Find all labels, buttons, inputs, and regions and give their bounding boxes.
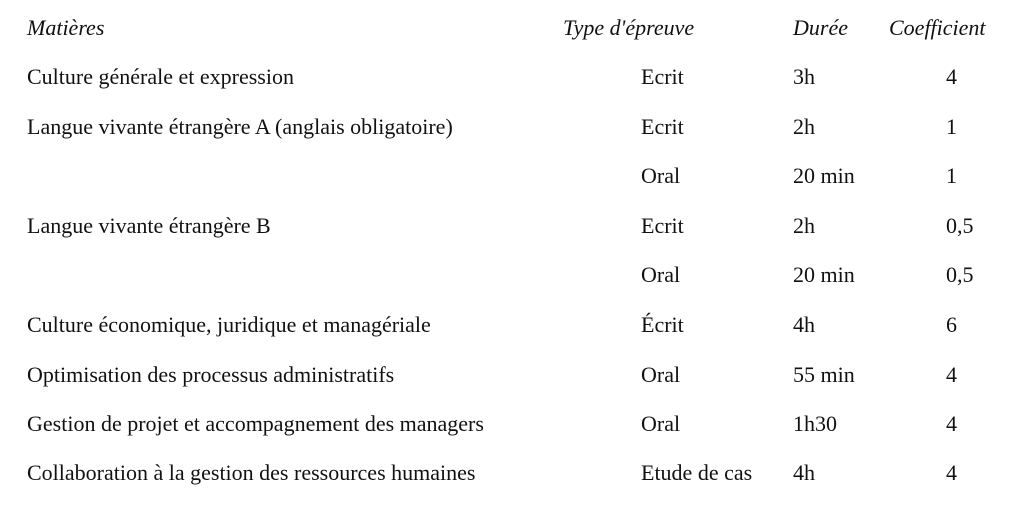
table-row bbox=[0, 211, 1022, 241]
type-cell: Etude de cas bbox=[641, 460, 753, 485]
subject-cell: Gestion de projet et accompagnement des managers bbox=[27, 411, 484, 436]
duration-cell: 2h bbox=[793, 213, 815, 238]
duration-cell: 20 min bbox=[793, 262, 855, 287]
type-cell: Oral bbox=[641, 163, 681, 188]
table-row bbox=[0, 112, 1022, 142]
subject-cell: Langue vivante étrangère B bbox=[27, 213, 271, 238]
coefficient-cell: 4 bbox=[946, 64, 957, 89]
table-header-row bbox=[0, 13, 1022, 43]
subject-cell: Langue vivante étrangère A (anglais obligatoire) bbox=[27, 114, 453, 139]
type-cell: Oral bbox=[641, 262, 681, 287]
coefficient-cell: 4 bbox=[946, 460, 957, 485]
table-row bbox=[0, 360, 1022, 390]
coefficient-cell: 6 bbox=[946, 312, 957, 337]
table-row bbox=[0, 409, 1022, 439]
coefficient-cell: 0,5 bbox=[946, 213, 974, 238]
type-cell: Ecrit bbox=[641, 114, 684, 139]
coefficient-cell: 4 bbox=[946, 411, 957, 436]
table-row bbox=[0, 161, 1022, 191]
duration-cell: 55 min bbox=[793, 362, 855, 387]
header-subject: Matières bbox=[27, 15, 105, 40]
coefficient-cell: 0,5 bbox=[946, 262, 974, 287]
duration-cell: 3h bbox=[793, 64, 815, 89]
duration-cell: 4h bbox=[793, 312, 815, 337]
type-cell: Écrit bbox=[641, 312, 684, 337]
type-cell: Ecrit bbox=[641, 213, 684, 238]
subject-cell: Culture économique, juridique et managériale bbox=[27, 312, 431, 337]
header-type: Type d'épreuve bbox=[563, 15, 695, 40]
duration-cell: 20 min bbox=[793, 163, 855, 188]
coefficient-cell: 1 bbox=[946, 163, 957, 188]
header-duration: Durée bbox=[793, 15, 848, 40]
duration-cell: 4h bbox=[793, 460, 815, 485]
coefficient-cell: 1 bbox=[946, 114, 957, 139]
subject-cell: Collaboration à la gestion des ressources humaines bbox=[27, 460, 476, 485]
table-row bbox=[0, 260, 1022, 290]
type-cell: Ecrit bbox=[641, 64, 684, 89]
subject-cell: Culture générale et expression bbox=[27, 64, 294, 89]
table-row bbox=[0, 62, 1022, 92]
type-cell: Oral bbox=[641, 411, 681, 436]
header-coefficient: Coefficient bbox=[889, 15, 986, 40]
table-row bbox=[0, 458, 1022, 488]
duration-cell: 2h bbox=[793, 114, 815, 139]
type-cell: Oral bbox=[641, 362, 681, 387]
coefficient-cell: 4 bbox=[946, 362, 957, 387]
duration-cell: 1h30 bbox=[793, 411, 837, 436]
table-row bbox=[0, 310, 1022, 340]
subject-cell: Optimisation des processus administratifs bbox=[27, 362, 395, 387]
